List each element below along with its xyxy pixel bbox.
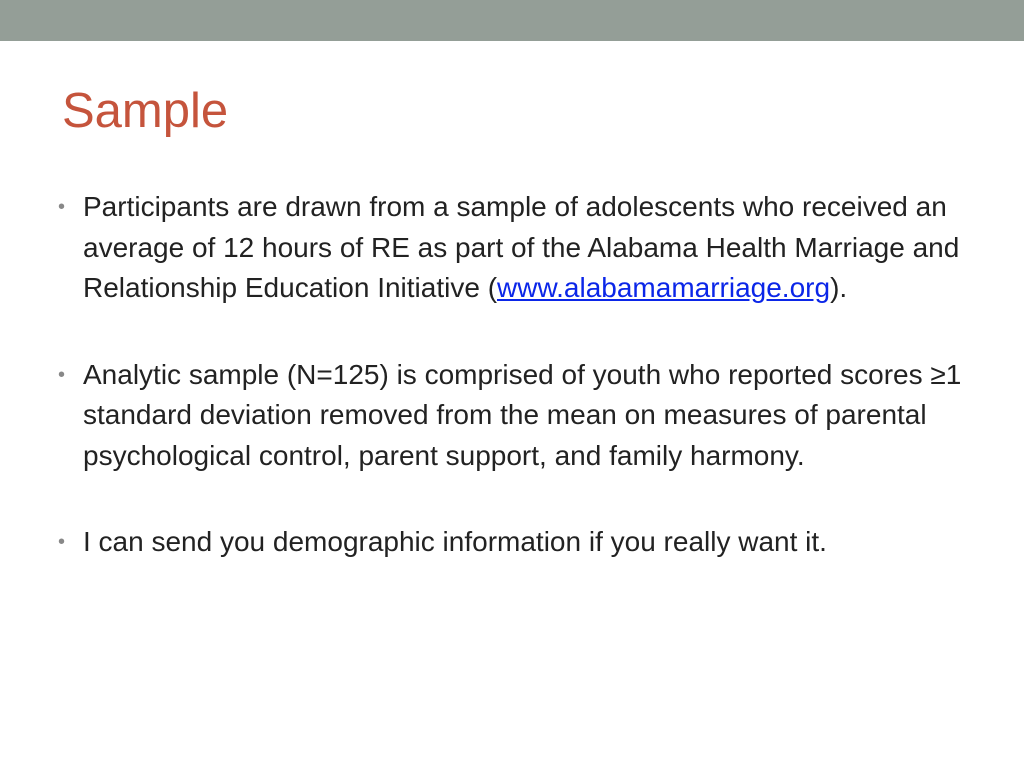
bullet-text: I can send you demographic information if you really want it. bbox=[83, 526, 827, 557]
bullet-item-demographics bbox=[58, 522, 978, 563]
bullet-icon: • bbox=[58, 531, 66, 553]
alabamamarriage-link[interactable]: www.alabamamarriage.org bbox=[497, 272, 831, 303]
bullet-icon: • bbox=[58, 363, 66, 386]
bullet-list bbox=[58, 187, 978, 563]
bullet-icon: • bbox=[58, 196, 66, 218]
slide-title: Sample bbox=[62, 84, 229, 138]
bullet-text: Participants are drawn from a sample of adolescents who received an average of 12 hours of RE as part of the Alabama Health Marriage and Relationship Education Initiative ( bbox=[83, 191, 960, 303]
bullet-item-analytic-sample bbox=[58, 355, 978, 477]
bullet-text: Analytic sample (N=125) is comprised of youth who reported scores ≥1 standard deviation removed from the mean on measures of parental psychological control, parent support, and family harmony. bbox=[83, 358, 962, 471]
top-accent-bar bbox=[0, 0, 1024, 41]
bullet-item-participants bbox=[58, 187, 978, 309]
bullet-text-end: ). bbox=[830, 272, 848, 303]
